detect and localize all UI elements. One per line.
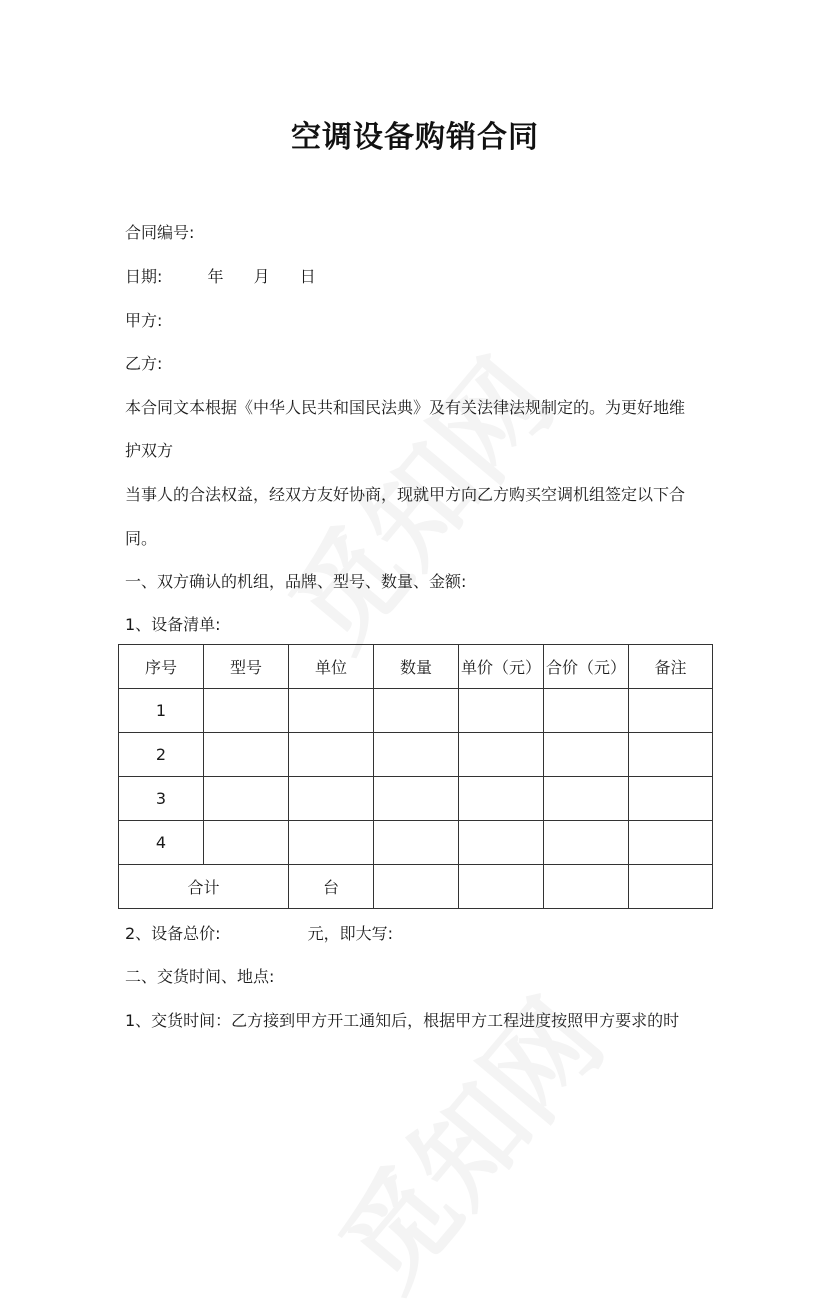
date-day: 日 [299, 267, 316, 286]
header-total-price: 合价（元） [544, 645, 629, 689]
document-title: 空调设备购销合同 [291, 120, 539, 155]
quantity-cell [374, 777, 459, 821]
delivery-time-text: 1、交货时间：乙方接到甲方开工通知后，根据甲方工程进度按照甲方要求的时 [125, 1011, 680, 1030]
intro-paragraph-line-1: 本合同文本根据《中华人民共和国民法典》及有关法律法规制定的。为更好地维 [125, 398, 686, 417]
quantity-cell [374, 733, 459, 777]
total-quantity-cell [374, 865, 459, 909]
table-total-row [119, 865, 713, 909]
date-label: 日期: [125, 267, 163, 286]
equipment-list-label: 1、设备清单: [125, 615, 221, 634]
unit-cell [289, 689, 374, 733]
unit-price-cell [459, 689, 544, 733]
header-unit-price: 单价（元） [459, 645, 544, 689]
date-year: 年 [207, 267, 224, 286]
header-model: 型号 [204, 645, 289, 689]
party-a-line: 甲方: [125, 311, 163, 330]
total-price-cell [544, 689, 629, 733]
unit-cell [289, 733, 374, 777]
header-unit: 单位 [289, 645, 374, 689]
remarks-cell [629, 689, 713, 733]
total-price-cell [544, 821, 629, 865]
table-row [119, 689, 713, 733]
remarks-cell [629, 733, 713, 777]
quantity-cell [374, 821, 459, 865]
total-price-line [125, 923, 393, 945]
table-header-row [119, 645, 713, 689]
model-cell [204, 821, 289, 865]
row-number-cell: 2 [119, 733, 204, 777]
remarks-cell [629, 777, 713, 821]
total-amount-cell [544, 865, 629, 909]
table-row [119, 733, 713, 777]
total-unit-price-cell [459, 865, 544, 909]
total-price-cell [544, 733, 629, 777]
row-number-cell: 4 [119, 821, 204, 865]
remarks-cell [629, 821, 713, 865]
unit-price-cell [459, 733, 544, 777]
total-price-unit: 元，即大写: [307, 924, 394, 943]
quantity-cell [374, 689, 459, 733]
header-quantity: 数量 [374, 645, 459, 689]
unit-cell [289, 777, 374, 821]
unit-price-cell [459, 821, 544, 865]
header-no: 序号 [119, 645, 204, 689]
table-row [119, 821, 713, 865]
model-cell [204, 777, 289, 821]
contract-number-line: 合同编号: [125, 223, 195, 242]
total-price-label: 2、设备总价: [125, 924, 221, 943]
intro-paragraph-line-3: 当事人的合法权益，经双方友好协商，现就甲方向乙方购买空调机组签定以下合 [125, 485, 686, 504]
row-number-cell: 1 [119, 689, 204, 733]
unit-price-cell [459, 777, 544, 821]
row-number-cell: 3 [119, 777, 204, 821]
section-1-heading: 一、双方确认的机组，品牌、型号、数量、金额: [125, 572, 467, 591]
unit-cell [289, 821, 374, 865]
total-remarks-cell [629, 865, 713, 909]
table-row [119, 777, 713, 821]
date-month: 月 [253, 267, 270, 286]
date-line [125, 266, 316, 288]
total-unit-cell: 台 [289, 865, 374, 909]
model-cell [204, 689, 289, 733]
party-b-line: 乙方: [125, 354, 163, 373]
intro-paragraph-line-4: 同。 [125, 529, 158, 548]
total-label-cell: 合计 [119, 865, 289, 909]
model-cell [204, 733, 289, 777]
total-price-cell [544, 777, 629, 821]
section-2-heading: 二、交货时间、地点: [125, 967, 275, 986]
intro-paragraph-line-2: 护双方 [125, 441, 174, 460]
header-remarks: 备注 [629, 645, 713, 689]
equipment-table [118, 644, 713, 909]
